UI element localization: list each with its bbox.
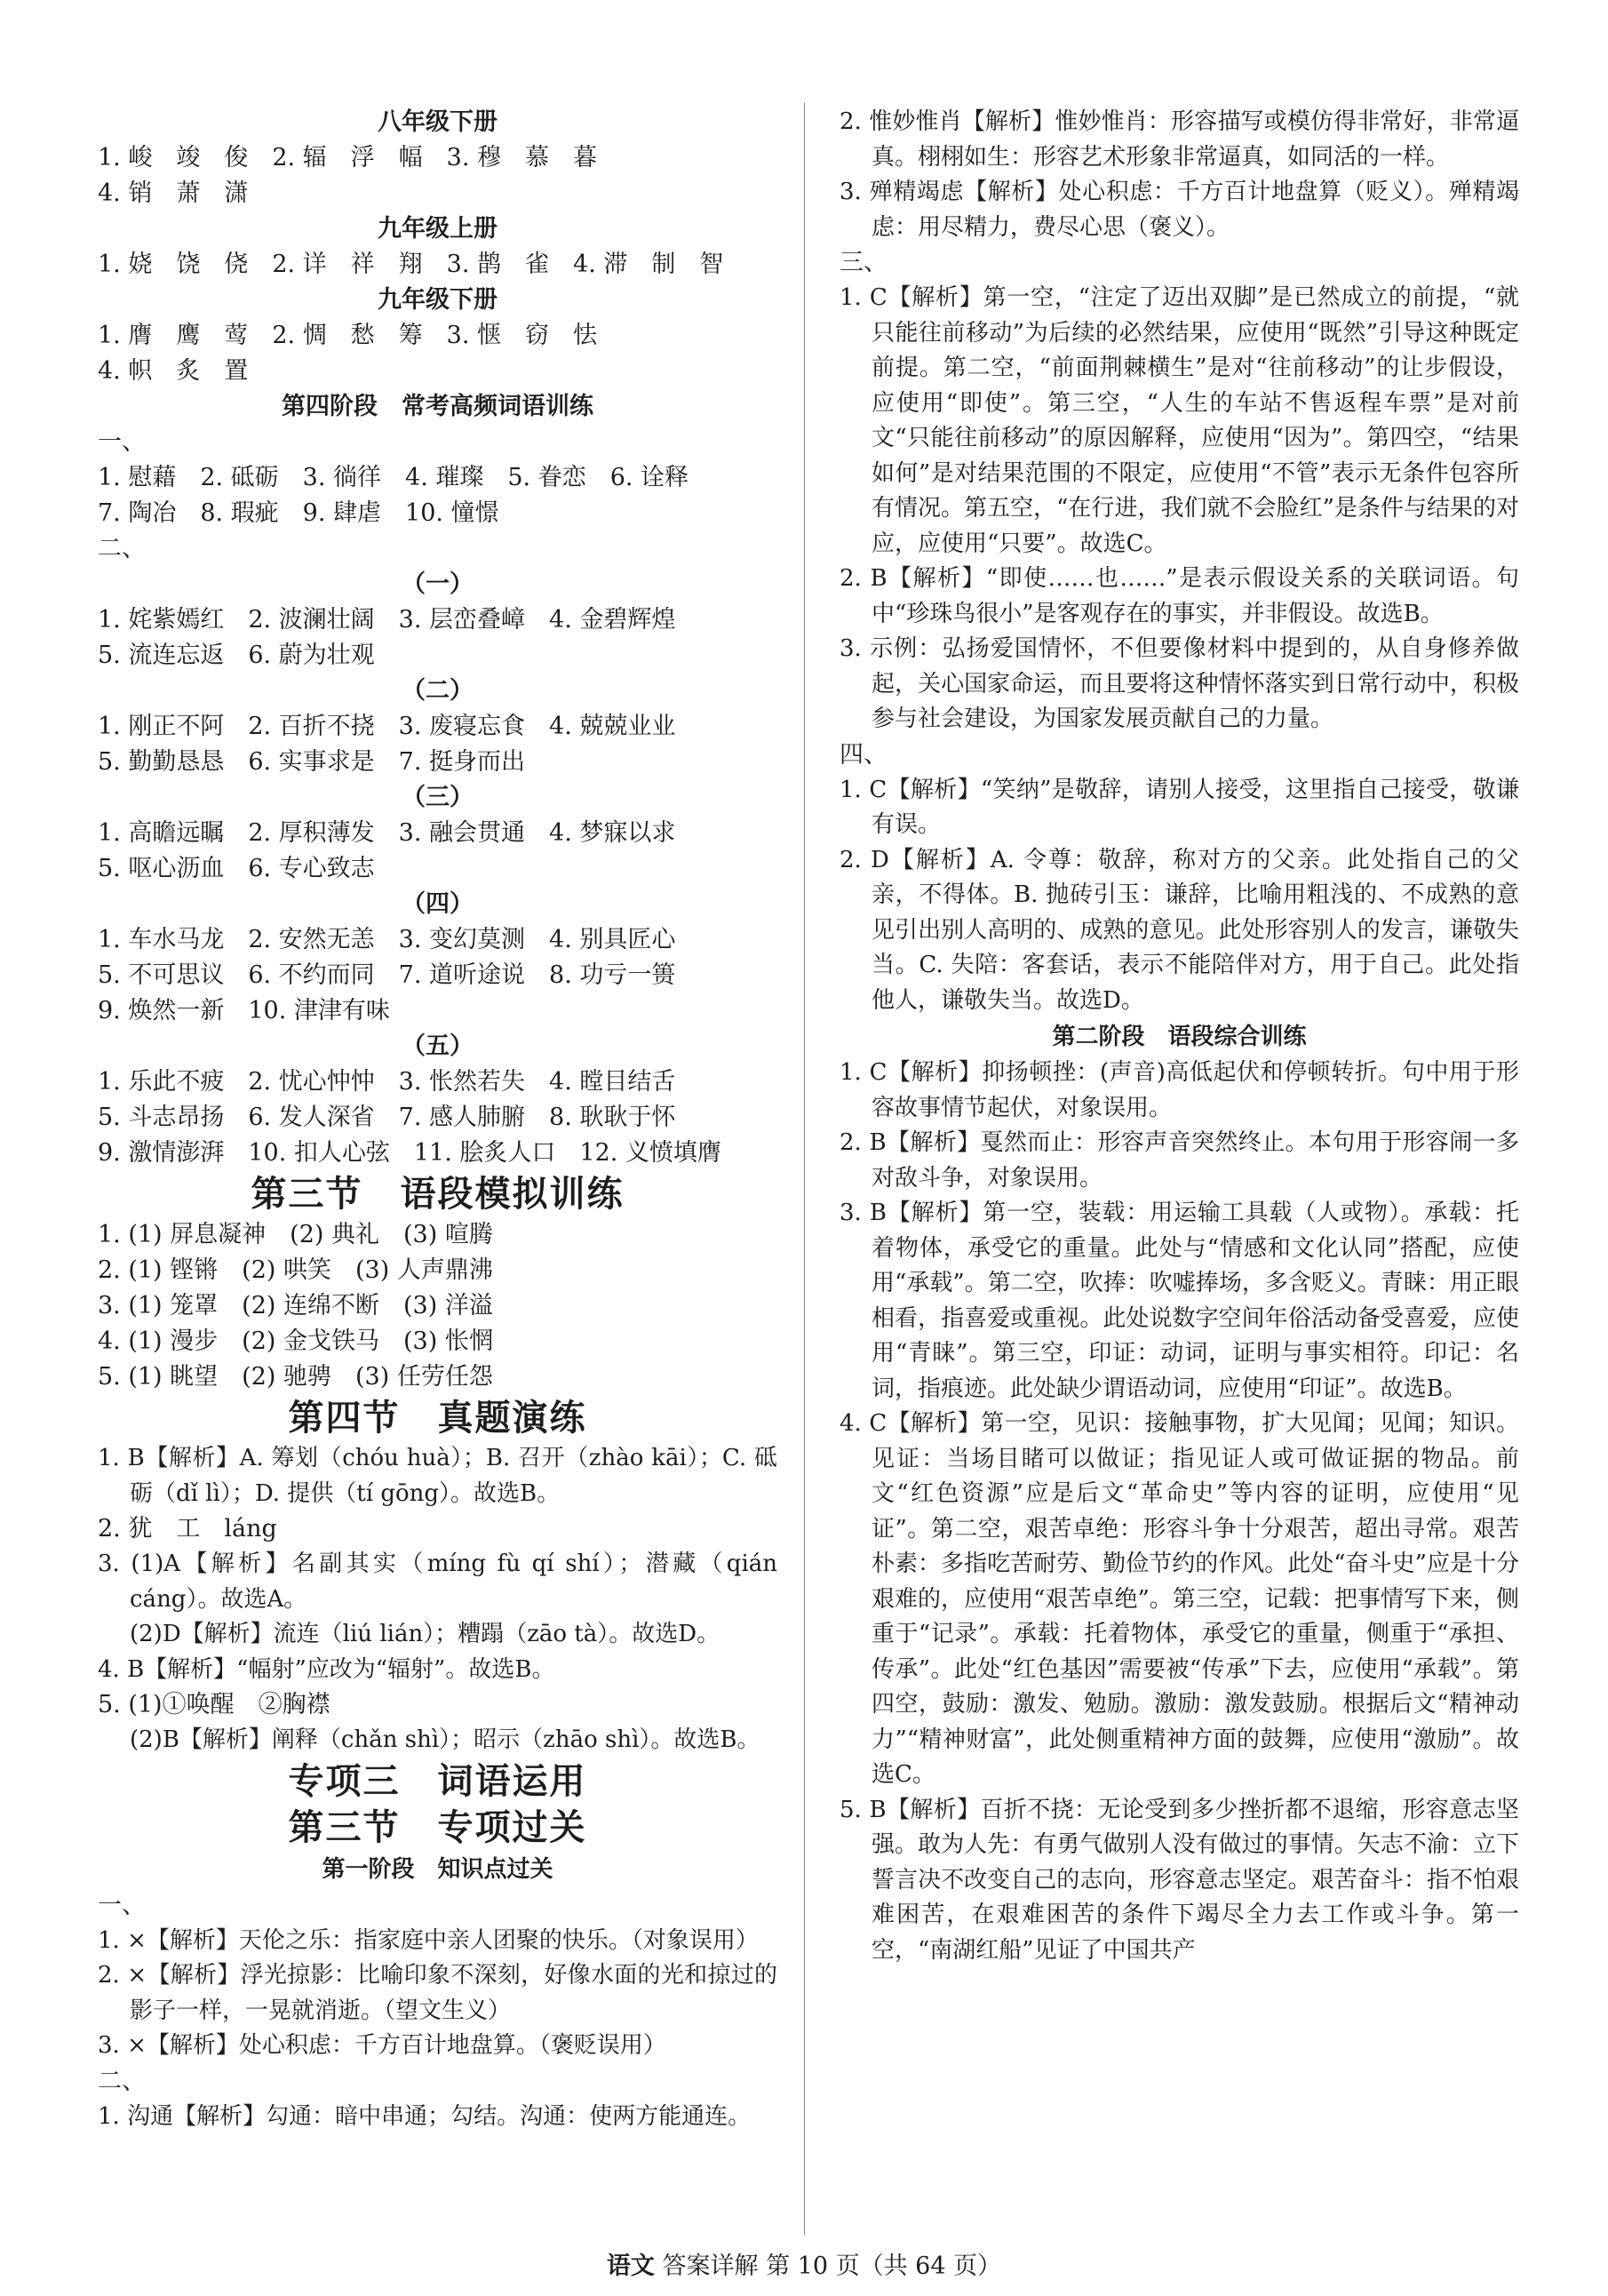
answer-paragraph: 2. D【解析】A. 令尊：敬辞，称对方的父亲。此处指自己的父亲，不得体。B. 抛砖引玉：谦辞，比喻用粗浅的、不成熟的意见引出别人高明的、成熟的意见。此处形容别人的发言，谦敬失当。C. 失陪：客套话，表示不能陪伴对方，用于自己。此处指他人，谦敬失当。故选D。 [840,846,1519,1014]
answer-line: 5. 流连忘返 6. 蔚为壮观 [98,642,375,669]
answer-paragraph: 1. ×【解析】天伦之乐：指家庭中亲人团聚的快乐。（对象误用） [98,1926,759,1954]
answer-line: 二、 [98,535,146,562]
answer-line: 1. 慰藉 2. 砥砺 3. 徜徉 4. 璀璨 5. 眷恋 6. 诠释 [98,464,689,491]
answer-line: 4. (1) 漫步 (2) 金戈铁马 (3) 怅惘 [98,1327,493,1355]
answer-line: 一、 [98,1891,146,1919]
answer-paragraph: 1. B【解析】A. 筹划（chóu huà）；B. 召开（zhào kāi）；C. 砥砺（dǐ lì）；D. 提供（tí gōng）。故选B。 [98,1445,777,1507]
answer-paragraph: 2. ×【解析】浮光掠影：比喻印象不深刻，好像水面的光和掠过的影子一样，一晃就消逝。（望文生义） [98,1962,777,2024]
answer-subitem: (2)D【解析】流连（liú lián）；糟蹋（zāo tà）。故选D。 [130,1621,720,1647]
section-heading: （四） [402,890,474,918]
answer-paragraph: 1. C【解析】第一空，“注定了迈出双脚”是已然成立的前提，“就只能往前移动”为后续的必然结果，应使用“既然”引导这种既定前提。第二空，“前面荆棘横生”是对“往前移动”的让步假设，应使用“即使”。第三空，“人生的车站不售返程车票”是对前文“只能往前移动”的原因解释，应使用“因为”。第四空，“结果如何”是对结果范围的不限定，应使用“不管”表示无条件包容所有情况。第五空，“在行进，我们就不会脸红”是条件与结果的对应，应使用“只要”。故选C。 [840,284,1519,557]
answer-line: 5. (1) 眺望 (2) 驰骋 (3) 任劳任怨 [98,1363,493,1391]
answer-line: 5. 不可思议 6. 不约而同 7. 道听途说 8. 功亏一篑 [98,961,676,989]
answer-line: 5. 斗志昂扬 6. 发人深省 7. 感人肺腑 8. 耿耿于怀 [98,1104,676,1131]
answer-paragraph: 4. C【解析】第一空，见识：接触事物，扩大见闻；见闻；知识。见证：当场目睹可以做证；指见证人或可做证据的物品。前文“红色资源”应是后文“革命史”等内容的证明，应使用“见证”。第二空，艰苦卓绝：形容斗争十分艰苦，超出寻常。艰苦朴素：多指吃苦耐劳、勤俭节约的作风。此处“奋斗史”应是十分艰难的，应使用“艰苦卓绝”。第三空，记载：把事情写下来，侧重于“记录”。承载：托着物体，承受它的重量，侧重于“承担、传承”。此处“红色基因”需要被“传承”下去，应使用“承载”。第四空，鼓励：激发、勉励。激励：激发鼓励。根据后文“精神动力”“精神财富”，此处侧重精神方面的鼓舞，应使用“激励”。故选C。 [840,1410,1519,1788]
answer-line: 1. 高瞻远瞩 2. 厚积薄发 3. 融会贯通 4. 梦寐以求 [98,819,676,847]
section-heading: （一） [402,570,474,598]
answer-line: 1. (1) 屏息凝神 (2) 典礼 (3) 喧腾 [98,1221,493,1248]
answer-paragraph: 1. C【解析】抑扬顿挫：(声音)高低起伏和停顿转折。句中用于形容故事情节起伏，对象误用。 [840,1059,1519,1121]
section-heading: 九年级下册 [378,286,498,314]
answer-line: 1. 峻 竣 俊 2. 辐 浮 幅 3. 穆 慕 暮 [98,144,598,171]
section-heading: （三） [402,784,474,811]
stage-title: 第二阶段 语段综合训练 [1052,1024,1307,1050]
answer-paragraph: 1. C【解析】“笑纳”是敬辞，请别人接受，这里指自己接受，敬谦有误。 [840,776,1519,838]
section-heading: （二） [402,677,474,705]
answer-line: 1. 车水马龙 2. 安然无恙 3. 变幻莫测 4. 别具匠心 [98,926,676,953]
answer-line: 9. 激情澎湃 10. 扣人心弦 11. 脍炙人口 12. 义愤填膺 [98,1139,721,1167]
page-footer [0,2246,1608,2281]
chapter-title: 第四节 真题演练 [288,1398,587,1439]
answer-paragraph: 5. B【解析】百折不挠：无论受到多少挫折都不退缩，形容意志坚强。敢为人先：有勇气做别人没有做过的事情。矢志不渝：立下誓言决不改变自己的志向，形容意志坚定。艰苦奋斗：指不怕艰难困苦，在艰难困苦的条件下竭尽全力去工作或斗争。第一空，“南湖红船”见证了中国共产 [840,1796,1519,1964]
answer-subitem: (2)B【解析】阐释（chǎn shì）；昭示（zhāo shì）。故选B。 [130,1726,760,1753]
answer-paragraph: 3. B【解析】第一空，装载：用运输工具载（人或物）。承载：托着物体，承受它的重量。此处与“情感和文化认同”搭配，应使用“承载”。第二空，吹捧：吹嘘捧场，多含贬义。青睐：用正眼相看，指喜爱或重视。此处说数字空间年俗活动备受喜爱，应使用“青睐”。第三空，印证：动词，证明与事实相符。印记：名词，指痕迹。此处缺少谓语动词，应使用“印证”。故选B。 [840,1200,1519,1402]
answer-paragraph: 4. B【解析】“幅射”应改为“辐射”。故选B。 [98,1655,555,1683]
section-heading: 第四阶段 常考高频词语训练 [282,393,593,420]
answer-line: 4. 销 萧 潇 [98,179,249,207]
right-column [840,105,1519,1968]
answer-line: 5. 勤勤恳恳 6. 实事求是 7. 挺身而出 [98,748,526,776]
section-heading: 八年级下册 [378,108,498,136]
answer-line: 四、 [840,740,888,769]
chapter-title: 专项三 词语运用 [288,1760,587,1802]
answer-line: 1. 乐此不疲 2. 忧心忡忡 3. 怅然若失 4. 瞠目结舌 [98,1068,676,1096]
answer-line: 4. 帜 炙 置 [98,357,249,385]
answer-line: 三、 [840,249,888,276]
answer-paragraph: 2. B【解析】“即使……也……”是表示假设关系的关联词语。句中“珍珠鸟很小”是客观存在的事实，并非假设。故选B。 [840,565,1519,627]
answer-line: 1. 膺 鹰 莺 2. 惆 愁 筹 3. 惬 窃 怯 [98,322,598,349]
chapter-title: 第三节 语段模拟训练 [251,1174,625,1215]
answer-line: 7. 陶冶 8. 瑕疵 9. 肆虐 10. 憧憬 [98,499,499,527]
chapter-title: 第三节 专项过关 [288,1806,587,1848]
section-heading: （五） [402,1032,474,1060]
answer-line: 2. 犹 工 láng [98,1515,277,1543]
answer-line: 3. (1) 笼罩 (2) 连绵不断 (3) 洋溢 [98,1292,493,1319]
answer-paragraph: 2. 惟妙惟肖【解析】惟妙惟肖：形容描写或模仿得非常好，非常逼真。栩栩如生：形容艺术形象非常逼真，如同活的一样。 [840,108,1519,171]
answer-line: 5. 呕心沥血 6. 专心致志 [98,855,375,882]
answer-paragraph: 3. ×【解析】处心积虑：千方百计地盘算。（褒贬误用） [98,2032,666,2059]
answer-line: 5. (1)①唤醒 ②胸襟 [98,1691,330,1718]
answer-paragraph: 3. 殚精竭虑【解析】处心积虑：千方百计地盘算（贬义）。殚精竭虑：用尽精力，费尽心思（褒义）。 [840,179,1519,241]
stage-title: 第一阶段 知识点过关 [322,1855,553,1883]
answer-paragraph: 2. B【解析】戛然而止：形容声音突然终止。本句用于形容闹一多对敌斗争，对象误用。 [840,1129,1519,1192]
footer-subject: 语文 [606,2252,655,2280]
answer-paragraph: 1. 沟通【解析】勾通：暗中串通；勾结。沟通：使两方能通连。 [98,2102,752,2130]
column-divider [804,102,805,2235]
answer-line: 1. 姹紫嫣红 2. 波澜壮阔 3. 层峦叠嶂 4. 金碧辉煌 [98,606,676,634]
answer-line: 一、 [98,428,146,456]
answer-line: 1. 刚正不阿 2. 百折不挠 3. 废寝忘食 4. 兢兢业业 [98,713,676,740]
answer-paragraph: 3. 示例：弘扬爱国情怀，不但要像材料中提到的，从自身修养做起，关心国家命运，而且要将这种情怀落实到日常行动中，积极参与社会建设，为国家发展贡献自己的力量。 [840,635,1519,732]
answer-paragraph: 3. (1)A【解析】名副其实（míng fù qí shí）；潜藏（qián cáng）。故选A。 [98,1551,777,1613]
answer-line: 二、 [98,2067,146,2095]
answer-line: 9. 焕然一新 10. 津津有味 [98,997,390,1024]
left-column [98,105,777,2134]
footer-title: 答案详解 [662,2252,759,2280]
footer-page: 第 10 页（共 64 页） [766,2252,1002,2280]
answer-line: 1. 娆 饶 侥 2. 详 祥 翔 3. 鹊 雀 4. 滞 制 智 [98,251,724,278]
section-heading: 九年级上册 [378,215,498,243]
answer-line: 2. (1) 铿锵 (2) 哄笑 (3) 人声鼎沸 [98,1256,493,1284]
